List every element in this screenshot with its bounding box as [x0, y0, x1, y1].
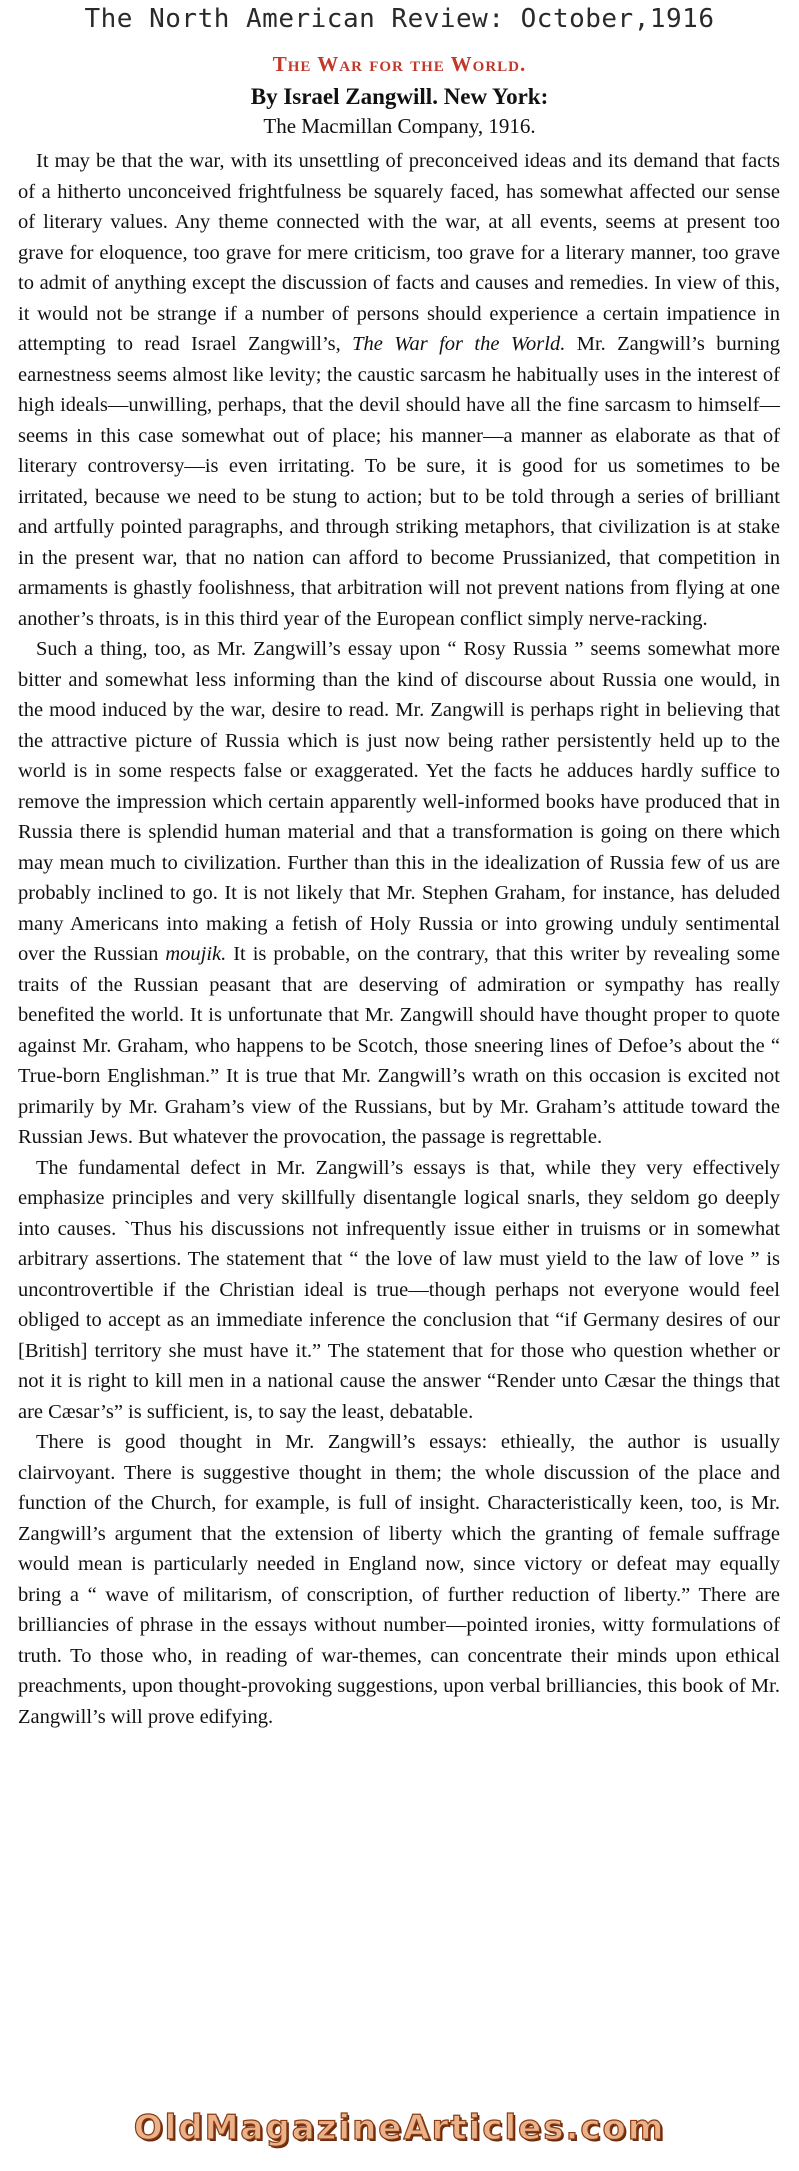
- review-byline: By Israel Zangwill. New York:: [250, 84, 549, 109]
- article-paragraph: [18, 146, 780, 634]
- article-paragraph: [18, 634, 780, 1153]
- article-body: [18, 146, 780, 1732]
- paragraph-text: It is probable, on the contrary, that this writer by revealing some traits of the Russian peasant that are deserving of admiration or sympathy has really benefited the world. It is unfortunate that Mr. Zangwill should have thought proper to quote against Mr. Graham, who happens to be Scotch, those sneering lines of Defoe’s about the “ True-born Englishman.” It is true that Mr. Zangwill’s wrath on this occasion is excited not primarily by Mr. Graham’s view of the Russians, but by Mr. Graham’s attitude toward the Russian Jews. But whatever the provocation, the passage is regrettable.: [18, 943, 780, 1148]
- paragraph-text: The fundamental defect in Mr. Zangwill’s essays is that, while they very effectively emphasize principles and very skillfully disentangle logical snarls, they seldom go deeply into causes. `Thus his discussions not infrequently issue either in truisms or in somewhat arbitrary assertions. The statement that “ the love of law must yield to the law of love ” is uncontrovertible if the Christian ideal is true—though perhaps not everyone would feel obliged to accept as an immediate inference the conclusion that “if Germany desires of our [British] territory she must have it.” The statement that for those who question whether or not it is right to kill men in a national cause the answer “Render unto Cæsar the things that are Cæsar’s” is sufficient, is, to say the least, debatable.: [18, 1156, 780, 1423]
- italic-text: moujik.: [165, 943, 227, 965]
- masthead: The North American Review: October,1916: [84, 4, 715, 34]
- article-paragraph: [18, 1427, 780, 1732]
- paragraph-text: Mr. Zangwill’s burning earnestness seems almost like levity; the caustic sarcasm he habitually uses in the interest of high ideals—unwilling, perhaps, that the devil should have all the fine sarcasm to himself—seems in this case somewhat out of place; his manner—a manner as elaborate as that of literary controversy—is even irritating. To be sure, it is good for us sometimes to be irritated, because we need to be stung to action; but to be told through a series of brilliant and artfully pointed paragraphs, and through striking metaphors, that civilization is at stake in the present war, that no nation can afford to become Prussianized, that competition in armaments is ghastly foolishness, that arbitration will not prevent nations from flying at one another’s throats, is in this third year of the European conflict simply nerve-racking.: [18, 333, 780, 630]
- italic-text: The War for the World.: [352, 333, 566, 355]
- review-publisher: The Macmillan Company, 1916.: [263, 114, 536, 138]
- article-paragraph: [18, 1153, 780, 1428]
- paragraph-text: Such a thing, too, as Mr. Zangwill’s essay upon “ Rosy Russia ” seems somewhat more bitter and somewhat less informing than the kind of discourse about Russia one would, in the mood induced by the war, desire to read. Mr. Zangwill is perhaps right in believing that the attractive picture of Russia which is just now being rather persistently held up to the world is in some respects false or exaggerated. Yet the facts he adduces hardly suffice to remove the impression which certain apparently well-informed books have produced that in Russia there is splendid human material and that a transformation is going on there which may mean much to civilization. Further than this in the idealization of Russia few of us are probably inclined to go. It is not likely that Mr. Stephen Graham, for instance, has deluded many Americans into making a fetish of Holy Russia or into growing unduly sentimental over the Russian: [18, 638, 780, 965]
- review-title: The War for the World.: [272, 52, 527, 76]
- paragraph-text: It may be that the war, with its unsettling of preconceived ideas and its demand that facts of a hitherto unconceived frightfulness be squarely faced, has somewhat affected our sense of literary values. Any theme connected with the war, at all events, seems at present too grave for eloquence, too grave for mere criticism, too grave for a literary manner, too grave to admit of anything except the discussion of facts and causes and remedies. In view of this, it would not be strange if a number of persons should experience a certain impatience in attempting to read Israel Zangwill’s,: [18, 150, 780, 355]
- paragraph-text: There is good thought in Mr. Zangwill’s essays: ethieally, the author is usually clairvoyant. There is suggestive thought in them; the whole discussion of the place and function of the Church, for example, is full of insight. Characteristically keen, too, is Mr. Zangwill’s argument that the extension of liberty which the granting of female suffrage would mean is particularly needed in England now, since victory or defeat may equally bring a “ wave of militarism, of conscription, of further reduction of liberty.” There are brilliancies of phrase in the essays without number—pointed ironies, witty formulations of truth. To those who, in reading of war-themes, can concentrate their minds upon ethical preachments, upon thought-provoking suggestions, upon verbal brilliancies, this book of Mr. Zangwill’s will prove edifying.: [18, 1431, 780, 1728]
- site-logo: OldMagazineArticles.com: [133, 2108, 666, 2148]
